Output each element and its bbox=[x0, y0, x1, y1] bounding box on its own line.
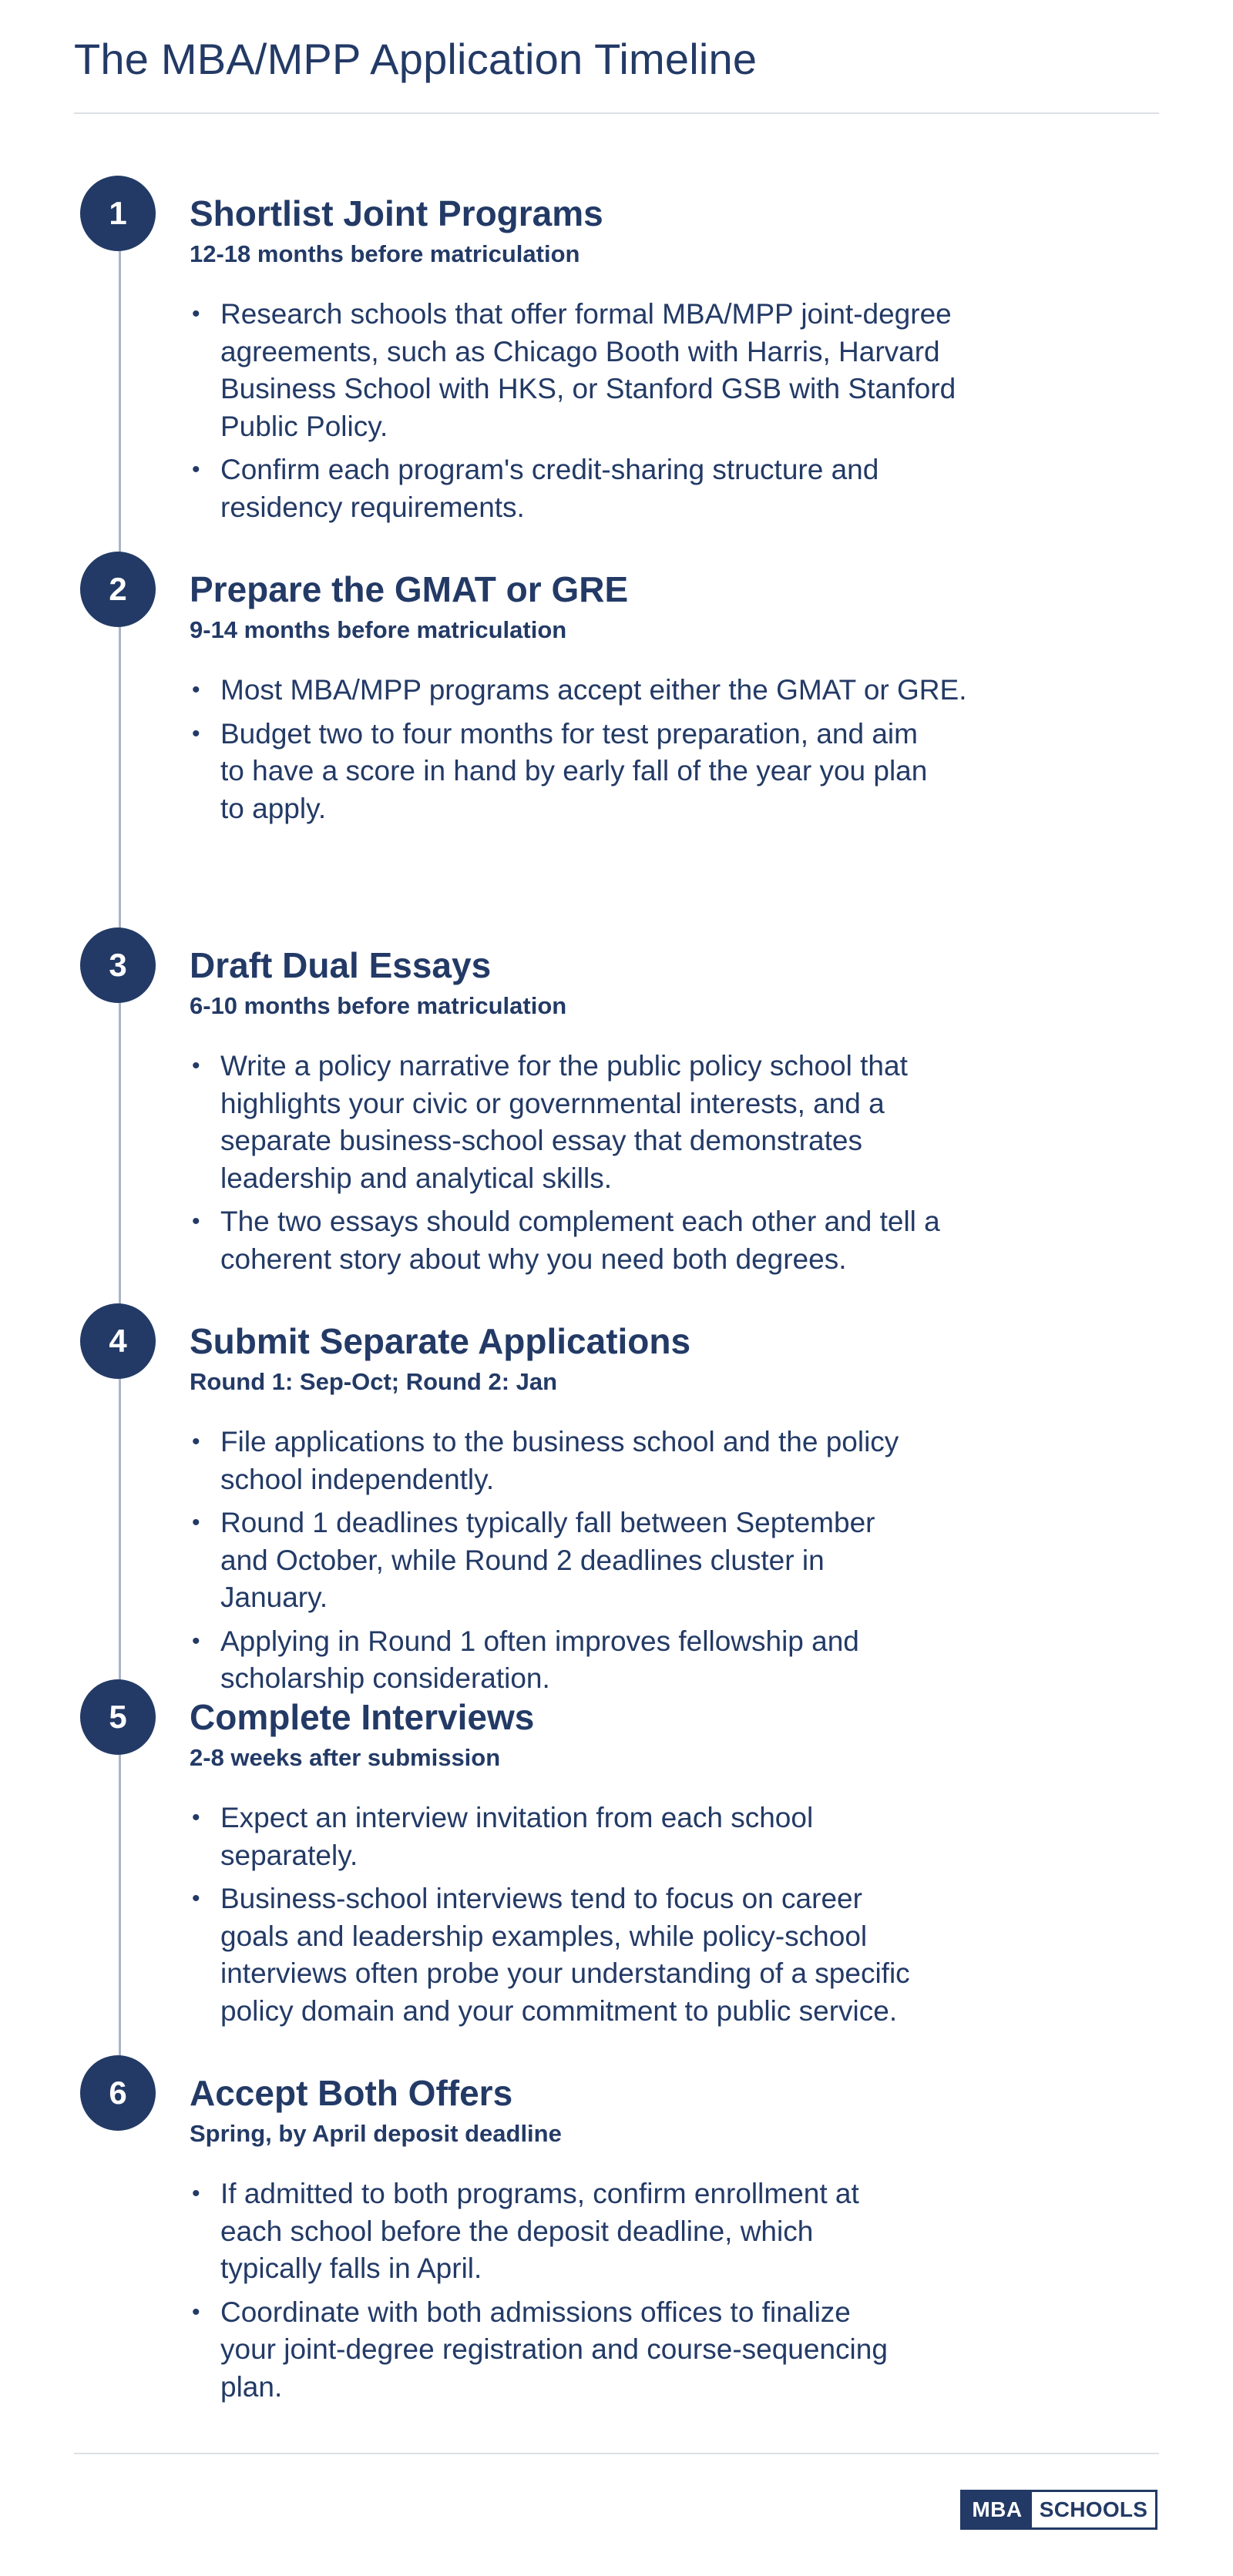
step-number-badge: 2 bbox=[80, 552, 156, 627]
step-number-badge: 6 bbox=[80, 2055, 156, 2131]
bullet-dot-icon: • bbox=[192, 1429, 200, 1454]
step-title: Accept Both Offers bbox=[190, 2073, 513, 2113]
bullet-dot-icon: • bbox=[192, 301, 200, 327]
step-bullet-list bbox=[190, 2175, 899, 2406]
page-title: The MBA/MPP Application Timeline bbox=[74, 35, 758, 83]
bullet-dot-icon: • bbox=[192, 1053, 200, 1078]
step-timing: Round 1: Sep-Oct; Round 2: Jan bbox=[190, 1368, 558, 1395]
step-title: Draft Dual Essays bbox=[190, 945, 492, 985]
bullet-item: • Confirm each program's credit-sharing structure and residency requirements. bbox=[190, 451, 960, 526]
step-content bbox=[190, 567, 991, 834]
bullet-dot-icon: • bbox=[192, 720, 200, 746]
bullet-dot-icon: • bbox=[192, 1886, 200, 1911]
step-bullet-list bbox=[190, 672, 991, 827]
step-bullet-list bbox=[190, 1800, 929, 2030]
bullet-dot-icon: • bbox=[192, 1209, 200, 1234]
bullet-dot-icon: • bbox=[192, 457, 200, 482]
logo-schools-text: SCHOOLS bbox=[1039, 2497, 1148, 2521]
mba-schools-logo bbox=[960, 2490, 1157, 2530]
step-content bbox=[190, 943, 960, 1284]
step-content bbox=[190, 1695, 929, 2036]
bullet-dot-icon: • bbox=[192, 2299, 200, 2325]
step-content bbox=[190, 191, 960, 532]
header-divider bbox=[74, 112, 1159, 114]
bullet-item: • Coordinate with both admissions offices to finalize your joint-degree registration and course-sequencing plan. bbox=[190, 2294, 899, 2407]
step-timing: 12-18 months before matriculation bbox=[190, 240, 580, 267]
bullet-item: • File applications to the business school and the policy school independently. bbox=[190, 1424, 929, 1498]
step-number-badge: 5 bbox=[80, 1679, 156, 1755]
bullet-dot-icon: • bbox=[192, 1805, 200, 1830]
bullet-item: • Write a policy narrative for the public policy school that highlights your civic or governmental interests, and a separate business-school essay that demonstrates leadership and analytical skills. bbox=[190, 1048, 960, 1197]
step-timing: Spring, by April deposit deadline bbox=[190, 2120, 562, 2147]
step-title: Shortlist Joint Programs bbox=[190, 193, 603, 233]
step-title: Submit Separate Applications bbox=[190, 1321, 691, 1361]
timeline-connector bbox=[119, 216, 121, 2072]
step-title: Prepare the GMAT or GRE bbox=[190, 569, 629, 609]
bullet-item: • Applying in Round 1 often improves fellowship and scholarship consideration. bbox=[190, 1623, 929, 1698]
step-bullet-list bbox=[190, 296, 960, 526]
step-number-badge: 1 bbox=[80, 176, 156, 251]
bullet-item: • Budget two to four months for test preparation, and aim to have a score in hand by early fall of the year you plan to apply. bbox=[190, 716, 945, 828]
step-content bbox=[190, 1319, 929, 1704]
bullet-item: • Research schools that offer formal MBA/MPP joint-degree agreements, such as Chicago Booth with Harris, Harvard Business School with HKS, or Stanford GSB with Stanford Public Policy. bbox=[190, 296, 960, 445]
bullet-dot-icon: • bbox=[192, 2181, 200, 2206]
bullet-item: • Business-school interviews tend to focus on career goals and leadership examples, while policy-school interviews often probe your understanding of a specific policy domain and your commitment to public service. bbox=[190, 1880, 929, 2030]
step-timing: 9-14 months before matriculation bbox=[190, 616, 567, 643]
step-title: Complete Interviews bbox=[190, 1697, 535, 1737]
footer-divider bbox=[74, 2453, 1159, 2454]
step-number-badge: 4 bbox=[80, 1303, 156, 1379]
bullet-dot-icon: • bbox=[192, 1628, 200, 1654]
bullet-item: • The two essays should complement each other and tell a coherent story about why you need both degrees. bbox=[190, 1203, 960, 1278]
bullet-item: • If admitted to both programs, confirm enrollment at each school before the deposit deadline, which typically falls in April. bbox=[190, 2175, 899, 2288]
logo-mba-text: MBA bbox=[963, 2492, 1032, 2527]
bullet-item: • Expect an interview invitation from each school separately. bbox=[190, 1800, 883, 1874]
step-number-badge: 3 bbox=[80, 927, 156, 1003]
bullet-dot-icon: • bbox=[192, 1510, 200, 1535]
bullet-item: • Round 1 deadlines typically fall between September and October, while Round 2 deadlines cluster in January. bbox=[190, 1504, 929, 1617]
bullet-dot-icon: • bbox=[192, 677, 200, 703]
step-bullet-list bbox=[190, 1424, 929, 1698]
bullet-item: • Most MBA/MPP programs accept either the GMAT or GRE. bbox=[190, 672, 991, 709]
step-bullet-list bbox=[190, 1048, 960, 1278]
step-timing: 2-8 weeks after submission bbox=[190, 1744, 501, 1771]
step-content bbox=[190, 2071, 899, 2412]
step-timing: 6-10 months before matriculation bbox=[190, 992, 567, 1019]
